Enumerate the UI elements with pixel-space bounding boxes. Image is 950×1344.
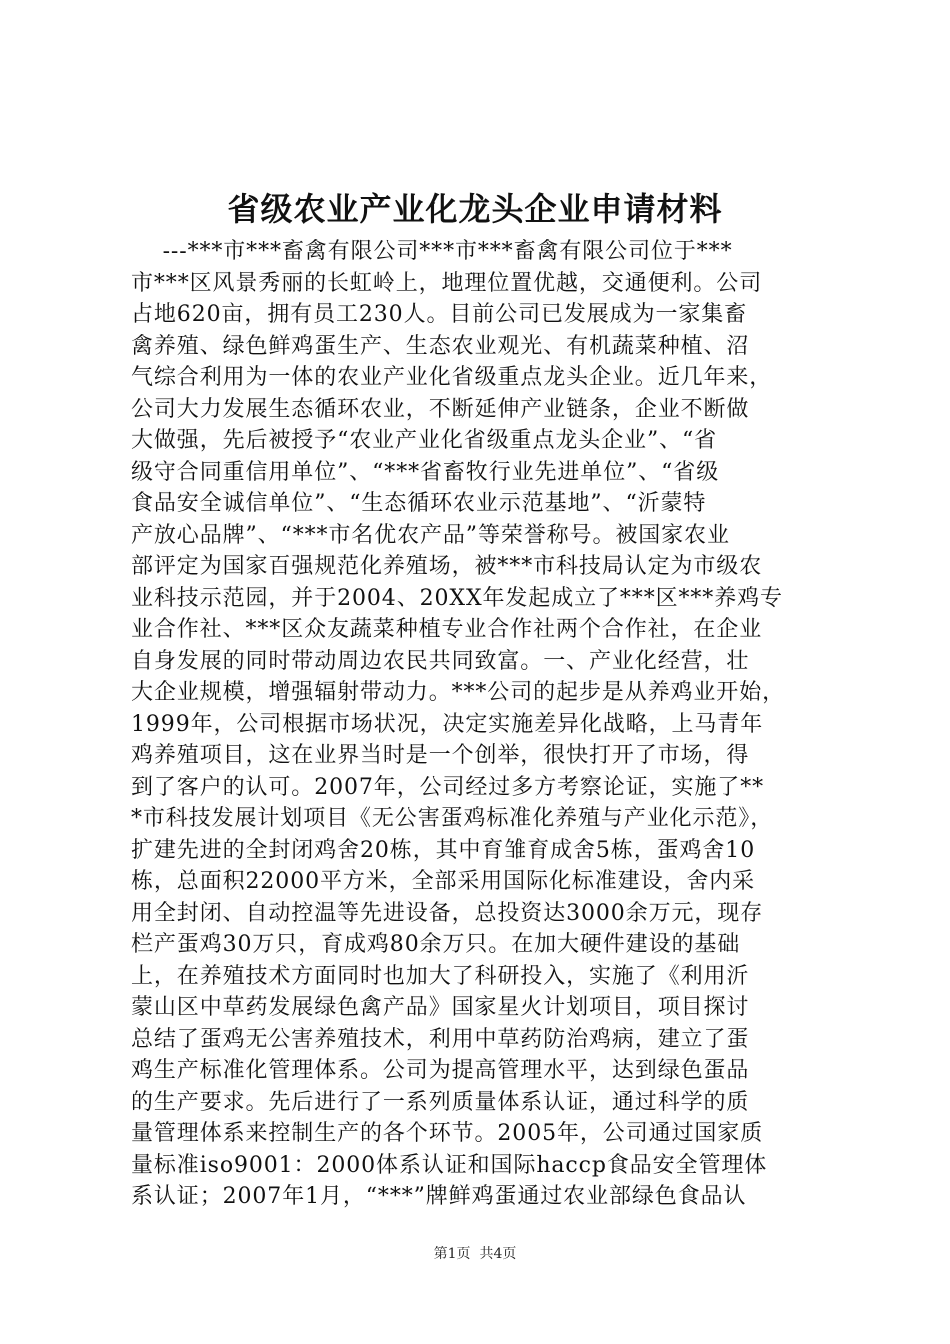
body-line: 公司大力发展生态循环农业，不断延伸产业链条，企业不断做 bbox=[131, 396, 750, 422]
body-line: 蒙山区中草药发展绿色禽产品》国家星火计划项目，项目探讨 bbox=[131, 995, 750, 1020]
page-footer: 第1页 共4页 bbox=[433, 1246, 517, 1262]
body-line: 扩建先进的全封闭鸡舍20栋，其中育雏育成舍5栋，蛋鸡舍10 bbox=[131, 837, 756, 863]
body-line: 食品安全诚信单位”、“生态循环农业示范基地”、“沂蒙特 bbox=[131, 491, 707, 516]
body-line: 系认证；2007年1月，“***”牌鲜鸡蛋通过农业部绿色食品认 bbox=[131, 1184, 747, 1209]
body-line: 量标准iso9001：2000体系认证和国际haccp食品安全管理体 bbox=[131, 1152, 768, 1178]
body-line: 大做强，先后被授予“农业产业化省级重点龙头企业”、“省 bbox=[131, 428, 718, 453]
body-line: 业科技示范园，并于2004、20XX年发起成立了***区***养鸡专 bbox=[131, 585, 783, 611]
body-line: 量管理体系来控制生产的各个环节。2005年，公司通过国家质 bbox=[131, 1121, 764, 1146]
body-line: 自身发展的同时带动周边农民共同致富。一、产业化经营，壮 bbox=[131, 648, 750, 674]
body-line: 产放心品牌”、“***市名优农产品”等荣誉称号。被国家农业 bbox=[131, 522, 730, 548]
body-line: 总结了蛋鸡无公害养殖技术，利用中草药防治鸡病，建立了蛋 bbox=[131, 1026, 750, 1052]
body-line: 用全封闭、自动控温等先进设备，总投资达3000余万元，现存 bbox=[131, 900, 764, 926]
body-line: ---***市***畜禽有限公司***市***畜禽有限公司位于*** bbox=[131, 239, 733, 264]
body-line: 占地620亩，拥有员工230人。目前公司已发展成为一家集畜 bbox=[131, 302, 748, 327]
body-line: 气综合利用为一体的农业产业化省级重点龙头企业。近几年来， bbox=[131, 365, 773, 390]
body-line: 鸡生产标准化管理体系。公司为提高管理水平，达到绿色蛋品 bbox=[131, 1058, 750, 1083]
body-line: 到了客户的认可。2007年，公司经过多方考察论证，实施了** bbox=[131, 774, 764, 800]
document-title: 省级农业产业化龙头企业申请材料 bbox=[227, 190, 723, 228]
document-body bbox=[131, 236, 827, 1213]
body-line: 业合作社、***区众友蔬菜种植专业合作社两个合作社，在企业 bbox=[131, 617, 763, 642]
body-line: 部评定为国家百强规范化养殖场，被***市科技局认定为市级农 bbox=[131, 554, 763, 579]
body-line: 市***区风景秀丽的长虹岭上，地理位置优越，交通便利。公司 bbox=[131, 270, 763, 296]
body-line: 1999年，公司根据市场状况，决定实施差异化战略，上马青年 bbox=[131, 711, 764, 737]
body-line: 上，在养殖技术方面同时也加大了科研投入，实施了《利用沂 bbox=[131, 963, 750, 989]
body-line: 禽养殖、绿色鲜鸡蛋生产、生态农业观光、有机蔬菜种植、沼 bbox=[131, 333, 750, 359]
body-line: *市科技发展计划项目《无公害蛋鸡标准化养殖与产业化示范》， bbox=[131, 806, 774, 831]
body-line: 栏产蛋鸡30万只，育成鸡80余万只。在加大硬件建设的基础 bbox=[131, 932, 741, 957]
body-line: 大企业规模，增强辐射带动力。***公司的起步是从养鸡业开始， bbox=[131, 680, 786, 705]
body-line: 栋，总面积22000平方米，全部采用国际化标准建设，舍内采 bbox=[131, 869, 756, 894]
body-line: 鸡养殖项目，这在业界当时是一个创举，很快打开了市场，得 bbox=[131, 743, 750, 768]
body-line: 的生产要求。先后进行了一系列质量体系认证，通过科学的质 bbox=[131, 1089, 750, 1115]
body-line: 级守合同重信用单位”、“***省畜牧行业先进单位”、“省级 bbox=[131, 459, 720, 485]
